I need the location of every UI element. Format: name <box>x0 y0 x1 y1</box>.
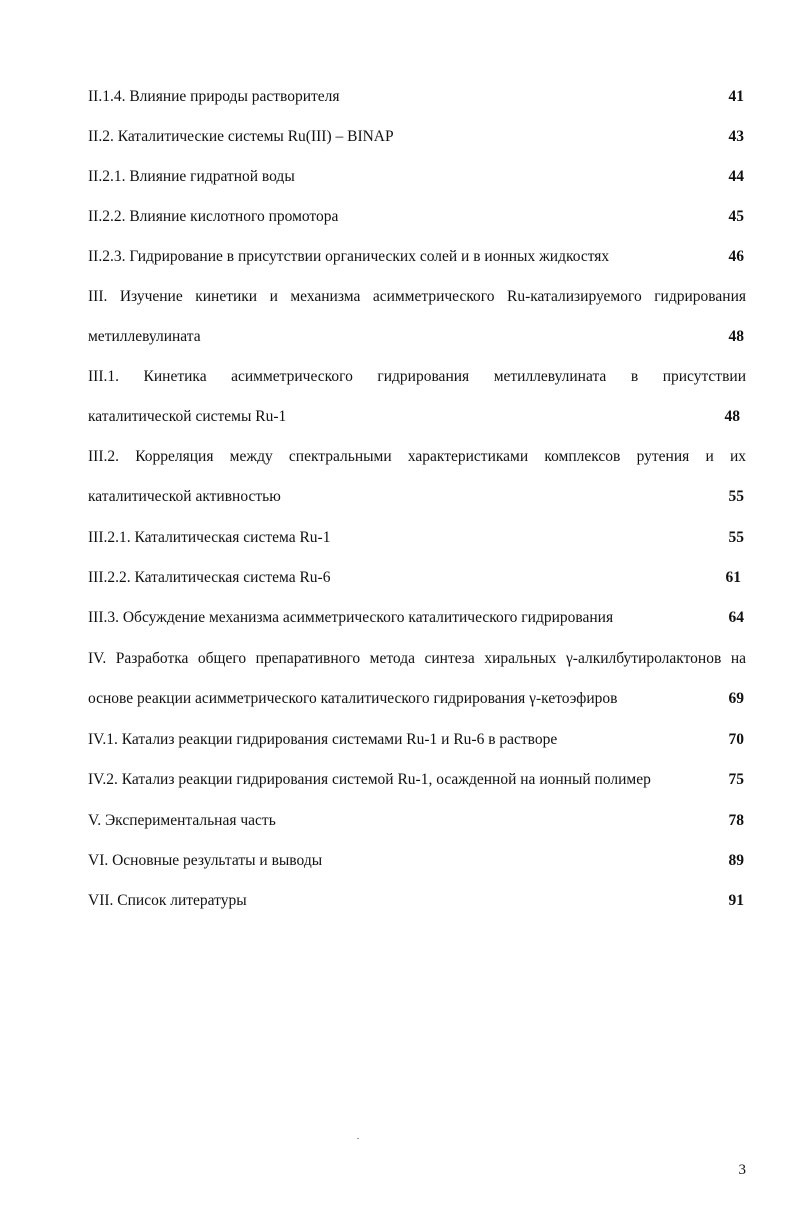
toc-entry-line1 <box>88 366 746 388</box>
toc-entry-line2 <box>88 486 746 508</box>
toc-entry-title: III.2.1. Каталитическая система Ru-1 <box>88 529 331 546</box>
toc-entry <box>88 527 746 549</box>
toc-entry-page: 70 <box>728 731 744 748</box>
toc-entry-page: 46 <box>728 248 744 265</box>
toc-entry-title: III.3. Обсуждение механизма асимметрического каталитического гидрирования <box>88 609 614 626</box>
toc-entry <box>88 810 746 832</box>
toc-entry-page: 43 <box>728 128 744 145</box>
toc-entry <box>88 890 746 912</box>
toc-entry-page: 69 <box>728 690 744 707</box>
toc-entry-page: 89 <box>728 852 744 869</box>
toc-entry-title: II.2.2. Влияние кислотного промотора <box>88 208 339 225</box>
toc-entry <box>88 86 746 108</box>
toc-entry <box>88 166 746 188</box>
toc-entry-line1 <box>88 446 746 468</box>
toc-entry-title: каталитической активностью <box>88 488 281 505</box>
toc-entry-title: основе реакции асимметрического каталитического гидрирования γ-кетоэфиров <box>88 690 618 707</box>
toc-entry <box>88 769 746 791</box>
toc-entry-title: IV. Разработка общего препаративного метода синтеза хиральных γ-алкилбутиролактонов на <box>88 650 746 667</box>
toc-entry-title: каталитической системы Ru-1 <box>88 408 287 425</box>
toc-entry-title: VI. Основные результаты и выводы <box>88 852 323 869</box>
toc-entry <box>88 126 746 148</box>
toc-entry-title: III.2. Корреляция между спектральными характеристиками комплексов рутения и их <box>88 448 746 465</box>
toc-entry-title: метиллевулината <box>88 328 201 345</box>
toc-entry-line1 <box>88 286 746 308</box>
toc-entry-line2 <box>88 326 746 348</box>
toc-entry-page: 78 <box>728 812 744 829</box>
toc-entry <box>88 850 746 872</box>
toc-entry <box>88 567 746 589</box>
toc-entry <box>88 246 746 268</box>
toc-entry-title: IV.2. Катализ реакции гидрирования системой Ru-1, осажденной на ионный полимер <box>88 771 651 788</box>
toc-entry <box>88 206 746 228</box>
toc-entry-title: IV.1. Катализ реакции гидрирования системами Ru-1 и Ru-6 в растворе <box>88 731 558 748</box>
toc-entry-line2 <box>88 688 746 710</box>
toc-entry-title: III. Изучение кинетики и механизма асимметрического Ru-катализируемого гидрирования <box>88 288 746 305</box>
toc-entry-page: 55 <box>728 488 744 505</box>
toc-entry-page: 61 <box>725 569 741 586</box>
toc-entry-title: III.1. Кинетика асимметрического гидрирования метиллевулината в присутствии <box>88 368 746 385</box>
toc-entry-page: 48 <box>728 328 744 345</box>
toc-entry-title: VII. Список литературы <box>88 892 247 909</box>
toc-entry-title: II.2.1. Влияние гидратной воды <box>88 168 295 185</box>
page-number: 3 <box>738 1162 746 1178</box>
toc-entry-page: 45 <box>728 208 744 225</box>
toc-entry-page: 64 <box>728 609 744 626</box>
toc-entry-line1 <box>88 648 746 670</box>
toc-entry-title: V. Экспериментальная часть <box>88 812 276 829</box>
toc-entry-page: 75 <box>728 771 744 788</box>
toc-entry-page: 41 <box>728 88 744 105</box>
toc-entry-page: 55 <box>728 529 744 546</box>
toc-entry <box>88 729 746 751</box>
toc-entry-page: 44 <box>728 168 744 185</box>
toc-entry-title: II.2. Каталитические системы Ru(III) – BINAP <box>88 128 394 145</box>
toc-entry-title: II.2.3. Гидрирование в присутствии органических солей и в ионных жидкостях <box>88 248 610 265</box>
toc-entry <box>88 607 746 629</box>
toc-entry-line2 <box>88 406 746 428</box>
toc-entry-page: 91 <box>728 892 744 909</box>
toc-entry-page: 48 <box>724 408 740 425</box>
scan-speck <box>357 1138 359 1139</box>
toc-entry-title: III.2.2. Каталитическая система Ru-6 <box>88 569 331 586</box>
toc-entry-title: II.1.4. Влияние природы растворителя <box>88 88 340 105</box>
